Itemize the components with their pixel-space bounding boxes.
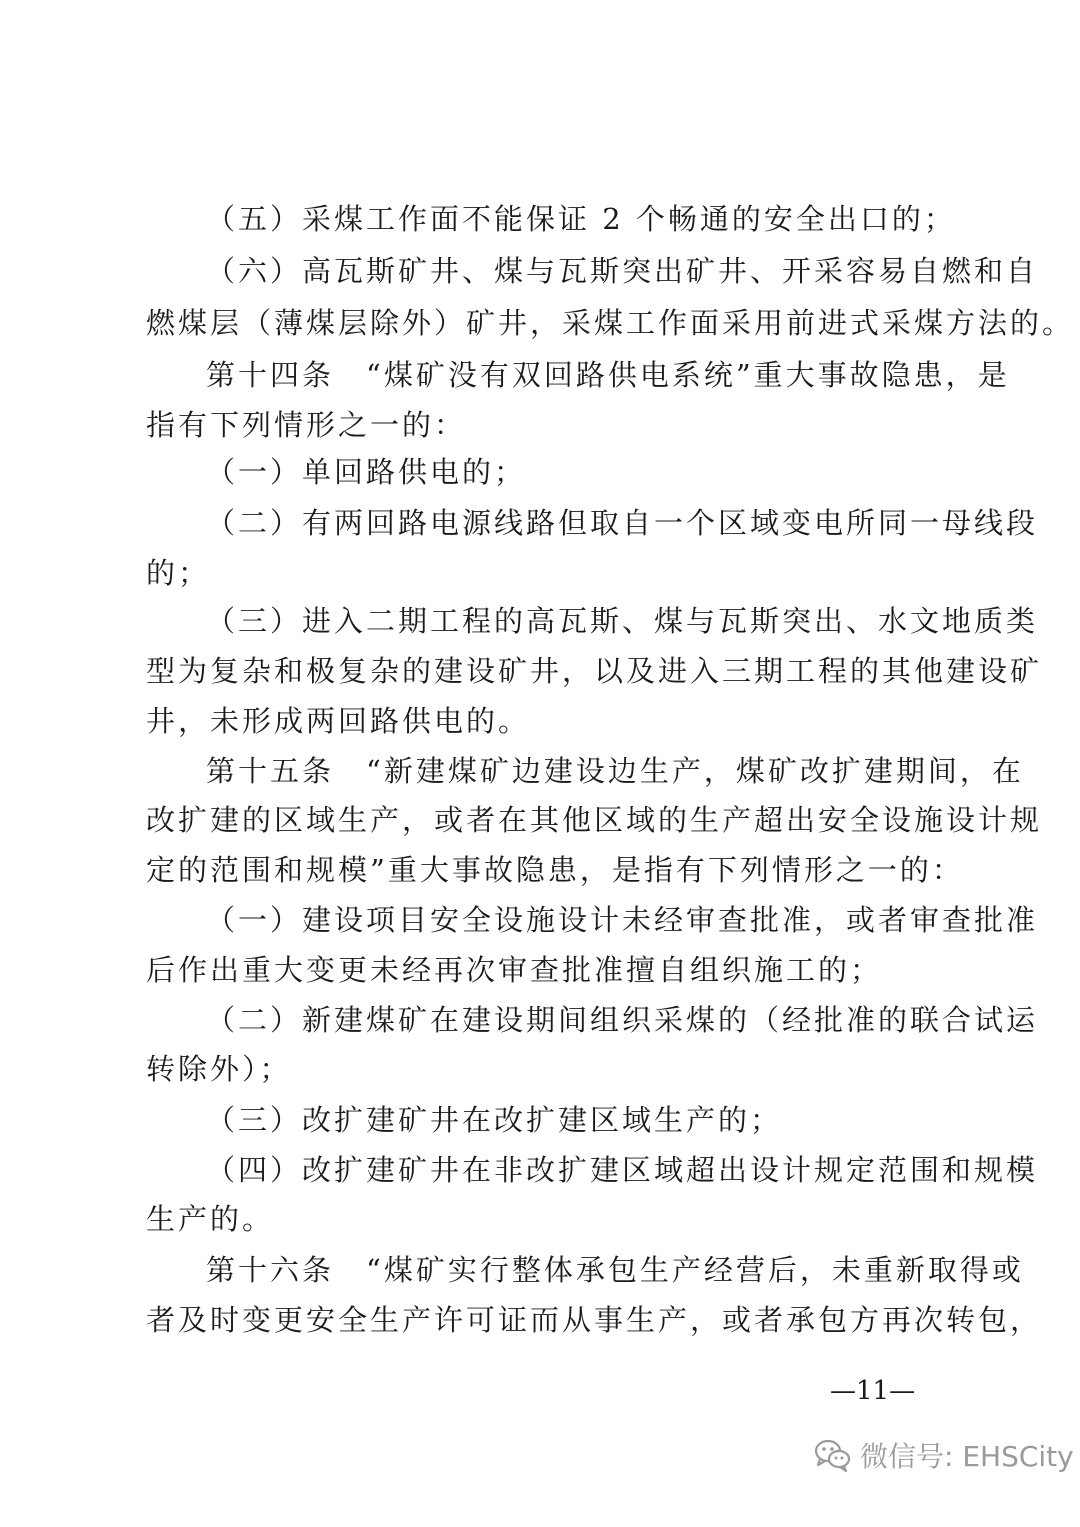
text-line: （二）有两回路电源线路但取自一个区域变电所同一母线段 (206, 506, 1039, 540)
text-line: （四）改扩建矿井在非改扩建区域超出设计规定范围和规模 (206, 1153, 1039, 1187)
text-line: 第十五条 “新建煤矿边建设边生产，煤矿改扩建期间，在 (206, 754, 1024, 788)
text-line: 井，未形成两回路供电的。 (146, 704, 531, 738)
page-number: —11— (830, 1376, 916, 1406)
text-line: （二）新建煤矿在建设期间组织采煤的（经批准的联合试运 (206, 1003, 1039, 1037)
text-line: （一）单回路供电的； (206, 455, 527, 489)
text-line: （一）建设项目安全设施设计未经审查批准，或者审查批准 (206, 903, 1039, 937)
text-line: （五）采煤工作面不能保证 2 个畅通的安全出口的； (206, 202, 956, 236)
wechat-icon (812, 1435, 852, 1475)
text-line: 后作出重大变更未经再次审查批准擅自组织施工的； (146, 953, 883, 987)
text-line: （三）改扩建矿井在改扩建区域生产的； (206, 1103, 783, 1137)
text-line: 燃煤层（薄煤层除外）矿井，采煤工作面采用前进式采煤方法的。 (146, 306, 1075, 340)
text-line: 第十六条 “煤矿实行整体承包生产经营后，未重新取得或 (206, 1253, 1024, 1287)
text-line: 型为复杂和极复杂的建设矿井，以及进入三期工程的其他建设矿 (146, 654, 1043, 688)
text-line: 生产的。 (146, 1202, 275, 1236)
text-line: 第十四条 “煤矿没有双回路供电系统”重大事故隐患，是 (206, 358, 1010, 392)
watermark-text: 微信号: EHSCity (860, 1440, 1074, 1473)
text-line: 者及时变更安全生产许可证而从事生产，或者承包方再次转包， (146, 1303, 1043, 1337)
text-line: 改扩建的区域生产，或者在其他区域的生产超出安全设施设计规 (146, 803, 1043, 837)
text-line: 定的范围和规模”重大事故隐患，是指有下列情形之一的： (146, 853, 964, 887)
text-line: （三）进入二期工程的高瓦斯、煤与瓦斯突出、水文地质类 (206, 604, 1039, 638)
text-line: 指有下列情形之一的： (146, 408, 467, 442)
watermark (812, 1432, 1074, 1478)
text-line: 转除外）； (146, 1052, 292, 1086)
text-line: （六）高瓦斯矿井、煤与瓦斯突出矿井、开采容易自燃和自 (206, 254, 1039, 288)
text-line: 的； (146, 556, 211, 590)
